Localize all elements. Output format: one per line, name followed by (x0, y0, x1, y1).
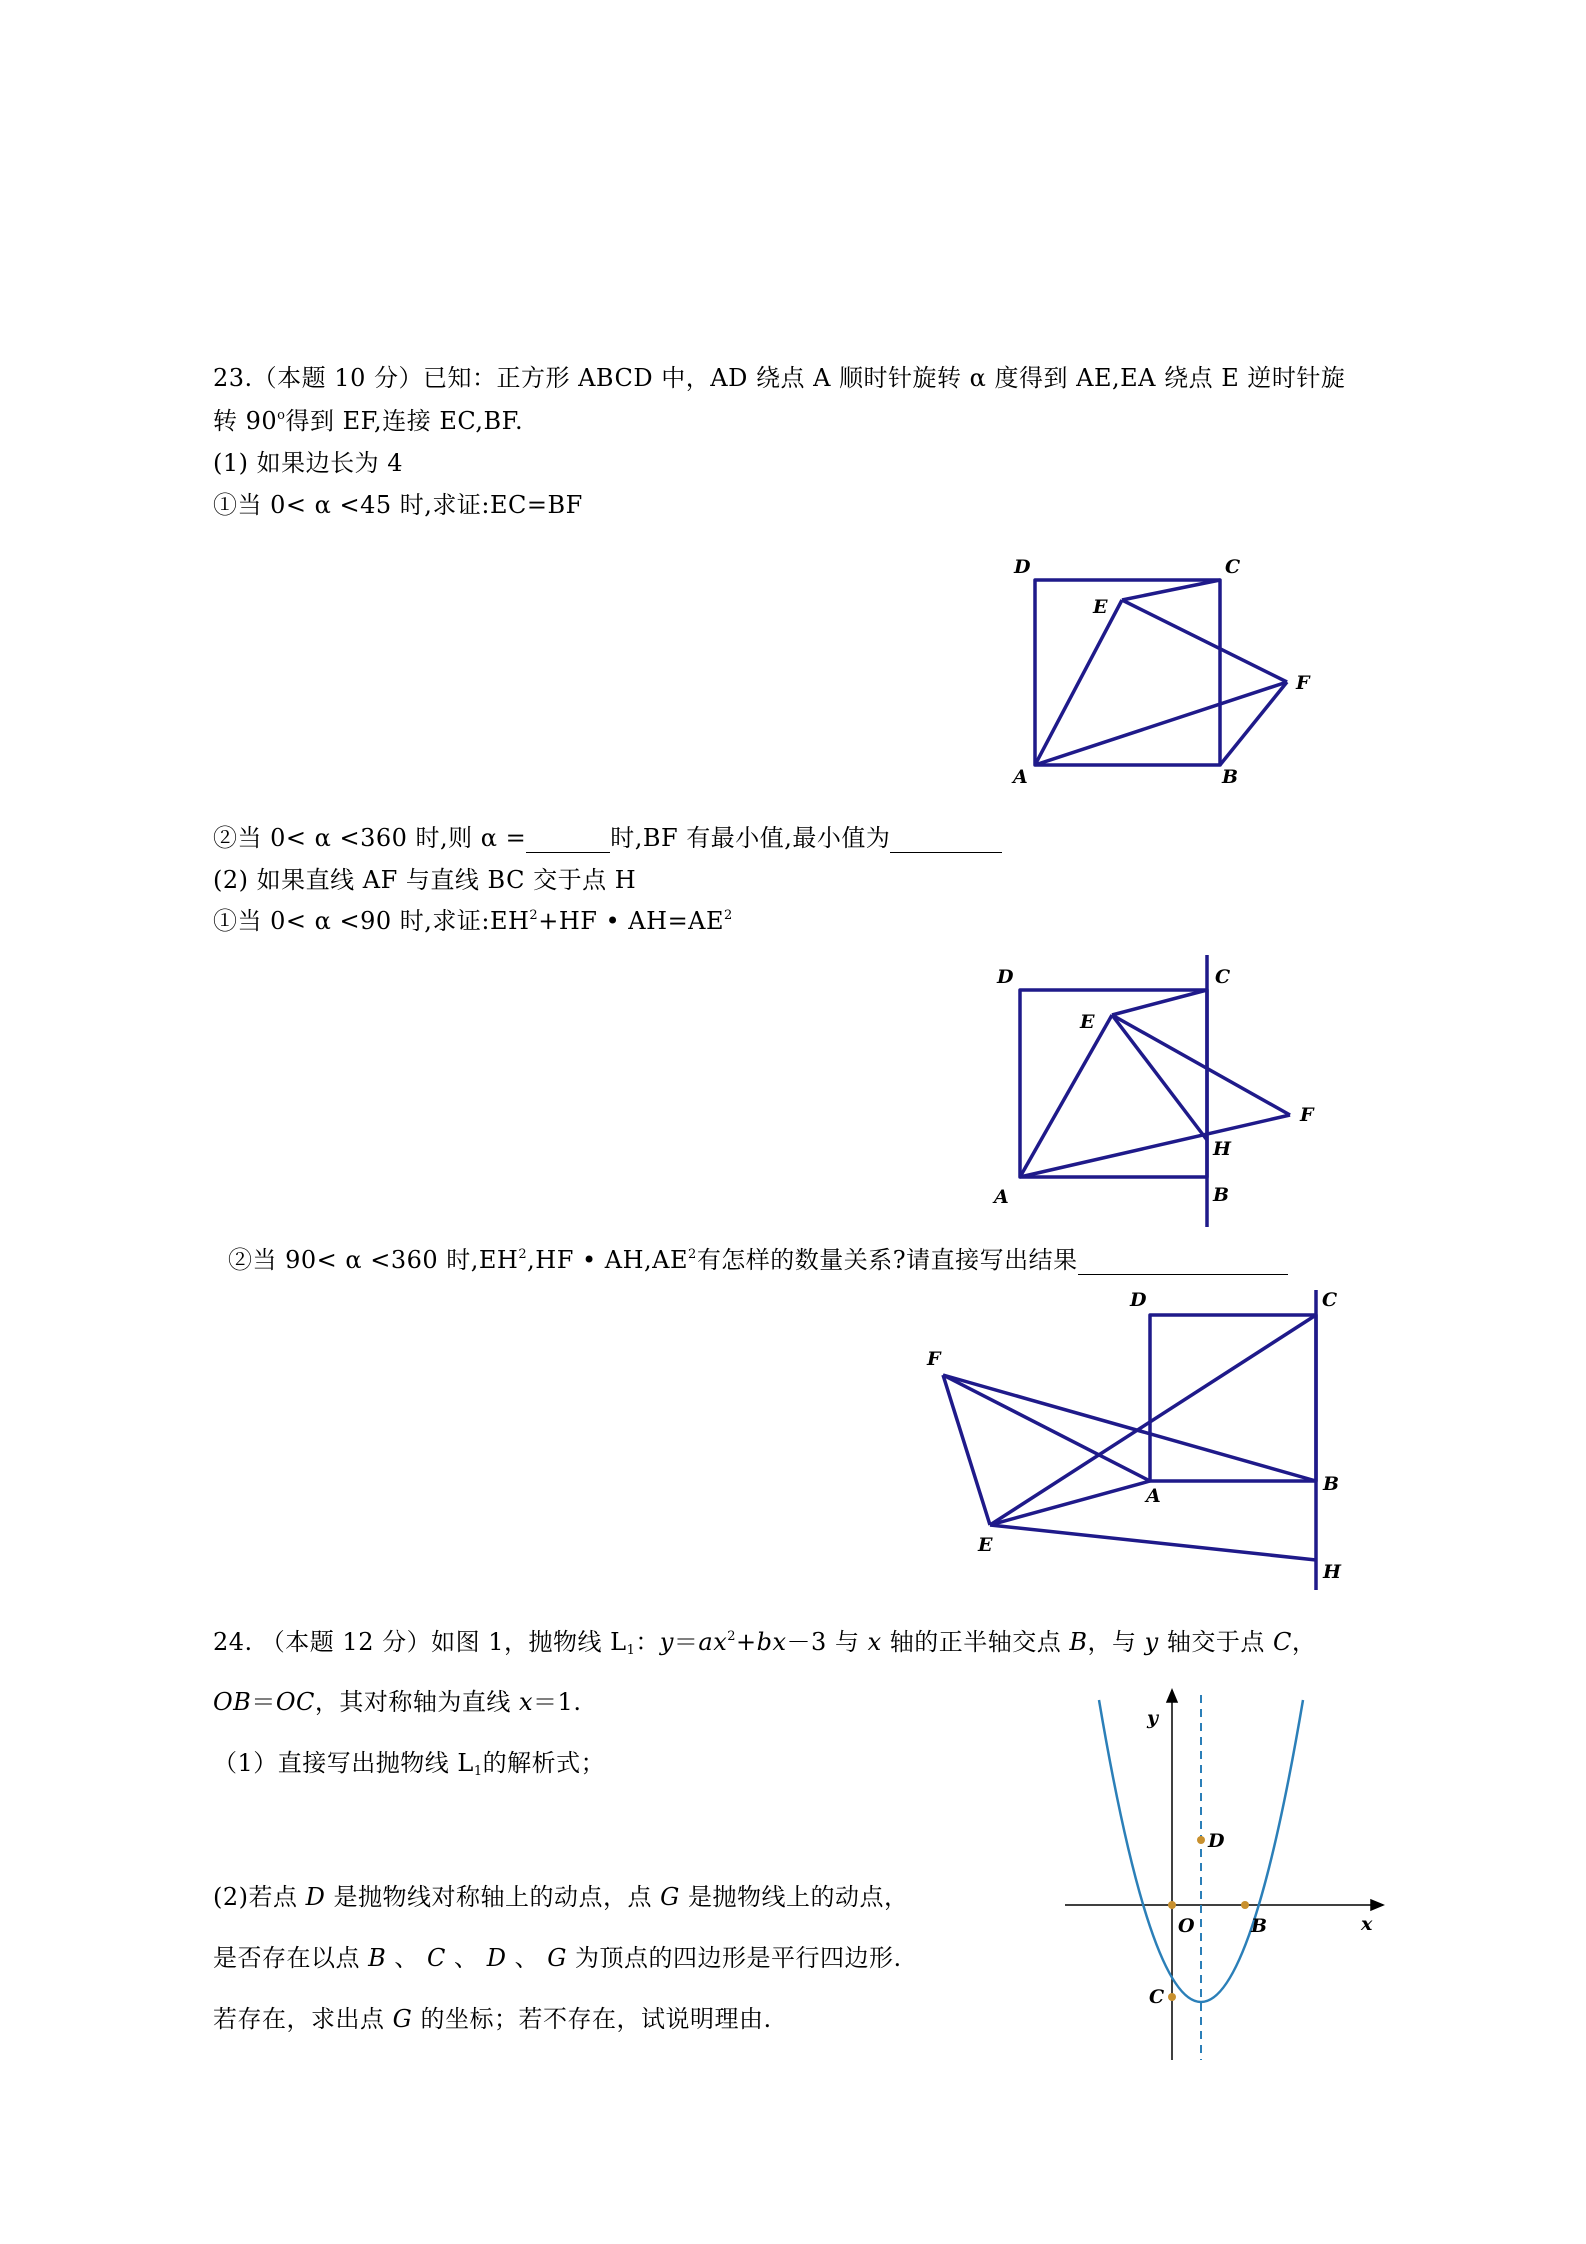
math: D (486, 1944, 507, 1972)
point-o (1168, 1901, 1176, 1909)
segment-ef (1112, 1015, 1290, 1115)
answer-blank-alpha[interactable] (526, 830, 610, 853)
label-e: E (1080, 1011, 1095, 1033)
text: ②当 0< α <360 时,则 α = (213, 824, 527, 852)
label-o: O (1178, 1915, 1195, 1937)
label-d: D (1208, 1830, 1225, 1852)
sub: 1 (473, 1764, 483, 1779)
q23-heading-cont (213, 406, 523, 436)
sup: 2 (529, 908, 539, 923)
label-a: A (1146, 1485, 1161, 1507)
math: ＝ (251, 1688, 276, 1716)
text: 有怎样的数量关系?请直接写出结果 (696, 1246, 1078, 1274)
label-c: C (1225, 556, 1241, 578)
text: +HF • AH=AE (538, 907, 725, 935)
math: B (1069, 1628, 1088, 1656)
math: B (368, 1944, 387, 1972)
answer-blank-relation[interactable] (1078, 1252, 1288, 1275)
q24-part1 (213, 1748, 605, 1778)
q23-part2: (2) 如果直线 AF 与直线 BC 交于点 H (213, 866, 637, 894)
math: G (660, 1883, 680, 1911)
sup: 2 (518, 1247, 528, 1262)
degree-sup: o (277, 408, 286, 423)
label-f: F (1296, 672, 1310, 694)
label-f: F (927, 1348, 941, 1370)
text: 、 (506, 1944, 548, 1972)
q23-heading: 23.（本题 10 分）已知：正方形 ABCD 中，AD 绕点 A 顺时针旋转 α 度得到 AE,EA 绕点 E 逆时针旋 (213, 364, 1346, 392)
label-c: C (1149, 1986, 1165, 2008)
segment-ec (1122, 580, 1220, 600)
text: 的解析式； (482, 1749, 606, 1777)
q24-line2 (213, 1687, 581, 1717)
segment-fe (943, 1375, 990, 1525)
label-c: C (1322, 1289, 1338, 1311)
segment-ef (1122, 600, 1287, 682)
segment-ec (1112, 990, 1207, 1015)
figure-parabola (1065, 1690, 1395, 2060)
text: 24. （本题 12 分）如图 1，抛物线 L (213, 1628, 627, 1656)
text: （1）直接写出抛物线 L (213, 1749, 474, 1777)
label-d: D (1014, 556, 1031, 578)
text: ,HF • AH,AE (527, 1246, 689, 1274)
label-h: H (1213, 1138, 1231, 1160)
q23-part1-b (213, 823, 1002, 853)
label-d: D (997, 966, 1014, 988)
text: ： (635, 1628, 660, 1656)
q23-part1: (1) 如果边长为 4 (213, 449, 404, 477)
text: 、 (386, 1944, 428, 1972)
point-d (1197, 1836, 1205, 1844)
label-a: A (1013, 766, 1028, 788)
answer-blank-min[interactable] (890, 830, 1002, 853)
math: C (427, 1944, 446, 1972)
text: ＝1. (533, 1688, 582, 1716)
q24-heading (213, 1627, 1316, 1657)
text: 转 90 (213, 407, 278, 435)
segment-eh (990, 1525, 1316, 1560)
point-b (1241, 1901, 1249, 1909)
math: OB (213, 1688, 252, 1716)
text: 为顶点的四边形是平行四边形. (566, 1944, 902, 1972)
math: C (1273, 1628, 1292, 1656)
label-b: B (1323, 1473, 1340, 1495)
label-y: y (1147, 1707, 1159, 1729)
text: (2)若点 (213, 1883, 306, 1911)
label-a: A (994, 1186, 1009, 1208)
sup: 2 (724, 908, 733, 923)
text: －3 与 (786, 1628, 868, 1656)
sub: 1 (626, 1643, 636, 1658)
label-c: C (1215, 966, 1231, 988)
text: 轴的正半轴交点 (881, 1628, 1070, 1656)
label-e: E (978, 1534, 993, 1556)
label-h: H (1323, 1561, 1341, 1583)
text: 的坐标；若不存在，试说明理由. (412, 2005, 772, 2033)
label-f: F (1300, 1104, 1314, 1126)
text: 得到 EF,连接 EC,BF. (285, 407, 524, 435)
text: ①当 0< α <90 时,求证:EH (213, 907, 530, 935)
math: ＝ (673, 1628, 699, 1656)
math: G (392, 2005, 413, 2033)
text: 是抛物线上的动点， (679, 1883, 909, 1911)
segment-fb (943, 1375, 1316, 1481)
math: D (305, 1883, 326, 1911)
text: 、 (445, 1944, 487, 1972)
figure-square-1 (1000, 550, 1320, 790)
q24-part2-cont (213, 1943, 902, 1973)
q24-part2 (213, 1882, 908, 1912)
text: 轴交于点 (1158, 1628, 1273, 1656)
segment-ae (1020, 1015, 1112, 1177)
segment-af (1020, 1115, 1290, 1177)
figure-square-2 (990, 955, 1330, 1230)
label-b: B (1251, 1915, 1268, 1937)
label-e: E (1093, 596, 1108, 618)
y-axis-arrow (1167, 1690, 1177, 1702)
text: 是否存在以点 (213, 1944, 369, 1972)
math: y (1144, 1628, 1159, 1656)
sup: 2 (688, 1247, 697, 1262)
text: ，与 (1087, 1628, 1145, 1656)
q23-part1-a: ①当 0< α <45 时,求证:EC=BF (213, 491, 583, 519)
label-b: B (1222, 766, 1239, 788)
text: ②当 90< α <360 时,EH (228, 1246, 519, 1274)
text: 时,BF 有最小值,最小值为 (610, 824, 891, 852)
label-x: x (1361, 1913, 1373, 1935)
math: x (867, 1628, 882, 1656)
label-b: B (1213, 1184, 1230, 1206)
text: ， (1291, 1628, 1317, 1656)
math: x (519, 1688, 534, 1716)
math: G (547, 1944, 567, 1972)
q23-part2-a (213, 906, 733, 936)
x-axis-arrow (1371, 1900, 1383, 1910)
sup: 2 (727, 1629, 737, 1644)
text: 是抛物线对称轴上的动点，点 (325, 1883, 661, 1911)
text: ，其对称轴为直线 (314, 1688, 519, 1716)
segment-ea (990, 1481, 1150, 1525)
square-abcd (1035, 580, 1220, 765)
math: ax (698, 1628, 728, 1656)
text: 若存在，求出点 (213, 2005, 393, 2033)
figure-square-3 (920, 1290, 1360, 1590)
math: y (659, 1628, 674, 1656)
math: OC (275, 1688, 315, 1716)
segment-eh (1112, 1015, 1207, 1140)
q23-part2-b (228, 1245, 1288, 1275)
label-d: D (1130, 1289, 1147, 1311)
math: +bx (736, 1628, 787, 1656)
segment-fa (943, 1375, 1150, 1481)
point-c (1168, 1993, 1176, 2001)
q24-part2-end (213, 2004, 772, 2034)
